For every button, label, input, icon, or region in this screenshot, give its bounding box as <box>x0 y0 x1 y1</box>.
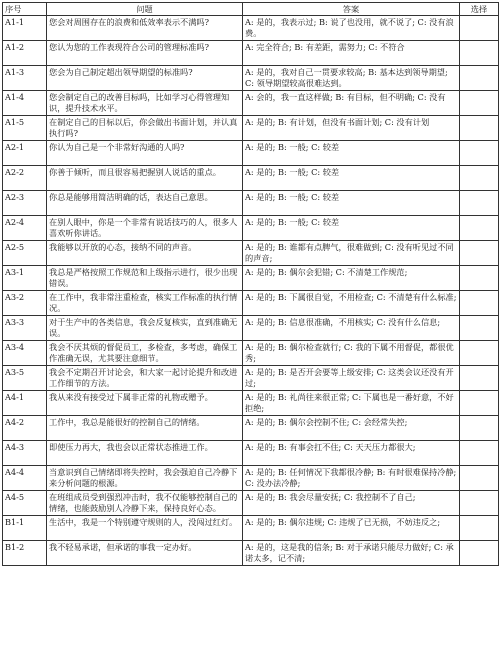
row-select-cell[interactable] <box>460 91 499 116</box>
row-answer: A: 是的; B: 我会尽量安抚; C: 我控制不了自己; <box>243 491 460 516</box>
row-question: 我能够以开放的心态，接纳不同的声音。 <box>47 241 243 266</box>
table-row <box>3 516 499 541</box>
row-id: A4-1 <box>3 391 47 416</box>
table-row <box>3 216 499 241</box>
row-answer: A: 是的; B: 一般; C: 较差 <box>243 216 460 241</box>
table-row <box>3 441 499 466</box>
row-question: 您会为自己制定超出领导期望的标准吗? <box>47 66 243 91</box>
row-answer: A: 是的; B: 有事会扛不住; C: 天天压力都很大; <box>243 441 460 466</box>
row-id: B1-1 <box>3 516 47 541</box>
row-select-cell[interactable] <box>460 116 499 141</box>
row-question: 你总是能够用简洁明确的话，表达自己意思。 <box>47 191 243 216</box>
table-row <box>3 466 499 491</box>
row-select-cell[interactable] <box>460 16 499 41</box>
header-answer: 答案 <box>243 3 460 16</box>
row-answer: A: 完全符合; B: 有差距，需努力; C: 不符合 <box>243 41 460 66</box>
table-row <box>3 91 499 116</box>
table-row <box>3 16 499 41</box>
row-select-cell[interactable] <box>460 41 499 66</box>
row-answer: A: 是的; B: 一般; C: 较差 <box>243 141 460 166</box>
row-id: A3-4 <box>3 341 47 366</box>
row-question: 在班组成员受到强烈冲击时，我不仅能够控制自己的情绪，也能鼓励别人冷静下来，保持良好心态。 <box>47 491 243 516</box>
row-id: A2-2 <box>3 166 47 191</box>
row-answer: A: 是的; B: 信息很准确，不用核实; C: 没有什么信息; <box>243 316 460 341</box>
row-select-cell[interactable] <box>460 291 499 316</box>
row-answer: A: 是的; B: 有计划，但没有书面计划; C: 没有计划 <box>243 116 460 141</box>
table-row <box>3 41 499 66</box>
row-question: 在别人眼中，你是一个非常有说话技巧的人，很多人喜欢听你讲话。 <box>47 216 243 241</box>
row-answer: A: 是的; B: 礼尚往来很正常; C: 下属也是一番好意，不好拒绝; <box>243 391 460 416</box>
row-id: A4-3 <box>3 441 47 466</box>
table-row <box>3 116 499 141</box>
row-select-cell[interactable] <box>460 491 499 516</box>
row-id: A3-2 <box>3 291 47 316</box>
row-answer: A: 是的; B: 一般; C: 较差 <box>243 191 460 216</box>
table-row <box>3 316 499 341</box>
row-select-cell[interactable] <box>460 191 499 216</box>
questionnaire-table <box>2 2 499 566</box>
row-answer: A: 是的; B: 偶尔会控制不住; C: 会经常失控; <box>243 416 460 441</box>
table-row <box>3 141 499 166</box>
row-id: A1-1 <box>3 16 47 41</box>
row-answer: A: 是的; B: 一般; C: 较差 <box>243 166 460 191</box>
table-row <box>3 66 499 91</box>
row-id: A4-4 <box>3 466 47 491</box>
header-id: 序号 <box>3 3 47 16</box>
row-select-cell[interactable] <box>460 166 499 191</box>
row-select-cell[interactable] <box>460 141 499 166</box>
table-row <box>3 241 499 266</box>
row-question: 我会不厌其烦的督促员工，多检查，多考虑，确保工作准确无误，尤其要注意细节。 <box>47 341 243 366</box>
row-id: A2-1 <box>3 141 47 166</box>
table-row <box>3 266 499 291</box>
row-select-cell[interactable] <box>460 416 499 441</box>
header-select: 选择 <box>460 3 499 16</box>
row-select-cell[interactable] <box>460 466 499 491</box>
questionnaire-sheet <box>2 2 498 659</box>
row-id: A4-5 <box>3 491 47 516</box>
row-id: A3-1 <box>3 266 47 291</box>
table-row <box>3 491 499 516</box>
row-answer: A: 是的，我表示过; B: 说了也没用，就不说了; C: 没有浪费。 <box>243 16 460 41</box>
row-question: 您会对周围存在的浪费和低效率表示不满吗? <box>47 16 243 41</box>
row-question: 工作中，我总是能很好的控制自己的情绪。 <box>47 416 243 441</box>
row-question: 我会不定期召开讨论会，和大家一起讨论提升和改进工作细节的方法。 <box>47 366 243 391</box>
row-answer: A: 是的; B: 任何情况下我都很冷静; B: 有时很难保持冷静; C: 没办法冷静; <box>243 466 460 491</box>
row-question: 即使压力再大，我也会以正常状态推进工作。 <box>47 441 243 466</box>
row-select-cell[interactable] <box>460 341 499 366</box>
table-header-row <box>3 3 499 16</box>
row-answer: A: 是的; B: 下属很自觉，不用检查; C: 不清楚有什么标准; <box>243 291 460 316</box>
row-question: 我从来没有接受过下属非正常的礼物或赠予。 <box>47 391 243 416</box>
row-question: 您会制定自己的改善目标吗，比如学习心得管理知识，提升技术水平。 <box>47 91 243 116</box>
row-id: A1-2 <box>3 41 47 66</box>
row-answer: A: 是的，这是我的信条; B: 对于承诺只能尽力做好; C: 承诺太多，记不清; <box>243 541 460 566</box>
row-select-cell[interactable] <box>460 516 499 541</box>
row-select-cell[interactable] <box>460 316 499 341</box>
row-select-cell[interactable] <box>460 66 499 91</box>
table-row <box>3 291 499 316</box>
row-select-cell[interactable] <box>460 391 499 416</box>
row-question: 您认为您的工作表现符合公司的管理标准吗? <box>47 41 243 66</box>
table-row <box>3 341 499 366</box>
row-question: 对于生产中的各类信息，我会反复核实，直到准确无误。 <box>47 316 243 341</box>
table-row <box>3 416 499 441</box>
table-row <box>3 391 499 416</box>
row-id: A3-3 <box>3 316 47 341</box>
row-select-cell[interactable] <box>460 441 499 466</box>
row-answer: A: 是的; B: 偶尔检查就行; C: 我的下属不用督促，都很优秀; <box>243 341 460 366</box>
row-answer: A: 是的; B: 偶尔违规; C: 违规了已无损，不妨违反之; <box>243 516 460 541</box>
row-select-cell[interactable] <box>460 541 499 566</box>
row-id: B1-2 <box>3 541 47 566</box>
row-id: A1-4 <box>3 91 47 116</box>
header-question: 问题 <box>47 3 243 16</box>
row-select-cell[interactable] <box>460 241 499 266</box>
row-answer: A: 会的，我一直这样做; B: 有目标，但不明确; C: 没有 <box>243 91 460 116</box>
row-question: 我不轻易承诺，但承诺的事我一定办好。 <box>47 541 243 566</box>
row-select-cell[interactable] <box>460 366 499 391</box>
row-question: 在工作中，我非常注重检查，核实工作标准的执行情况。 <box>47 291 243 316</box>
table-row <box>3 366 499 391</box>
row-id: A2-5 <box>3 241 47 266</box>
row-select-cell[interactable] <box>460 216 499 241</box>
row-answer: A: 是的; B: 偶尔会犯错; C: 不清楚工作规范; <box>243 266 460 291</box>
row-question: 在制定自己的目标以后，你会做出书面计划，并认真执行吗? <box>47 116 243 141</box>
row-answer: A: 是的; B: 谁都有点脾气，很难做到; C: 没有听见过不同的声音; <box>243 241 460 266</box>
table-row <box>3 191 499 216</box>
table-row <box>3 541 499 566</box>
row-select-cell[interactable] <box>460 266 499 291</box>
row-question: 当意识到自己情绪即将失控时，我会强迫自己冷静下来分析问题的根源。 <box>47 466 243 491</box>
row-id: A1-3 <box>3 66 47 91</box>
row-id: A2-3 <box>3 191 47 216</box>
row-id: A2-4 <box>3 216 47 241</box>
row-answer: A: 是的; B: 是否开会要等上级安排; C: 这类会议还没有开过; <box>243 366 460 391</box>
row-id: A1-5 <box>3 116 47 141</box>
row-question: 我总是严格按照工作规范和上级指示进行，很少出现错误。 <box>47 266 243 291</box>
row-answer: A: 是的，我对自己一贯要求较高; B: 基本达到领导期望; C: 领导期望较高很难达到。 <box>243 66 460 91</box>
row-question: 你认为自己是一个非常好沟通的人吗? <box>47 141 243 166</box>
table-row <box>3 166 499 191</box>
row-question: 生活中，我是一个特别遵守规则的人，没闯过红灯。 <box>47 516 243 541</box>
row-question: 你善于倾听，而且很容易把握别人说话的重点。 <box>47 166 243 191</box>
row-id: A4-2 <box>3 416 47 441</box>
row-id: A3-5 <box>3 366 47 391</box>
